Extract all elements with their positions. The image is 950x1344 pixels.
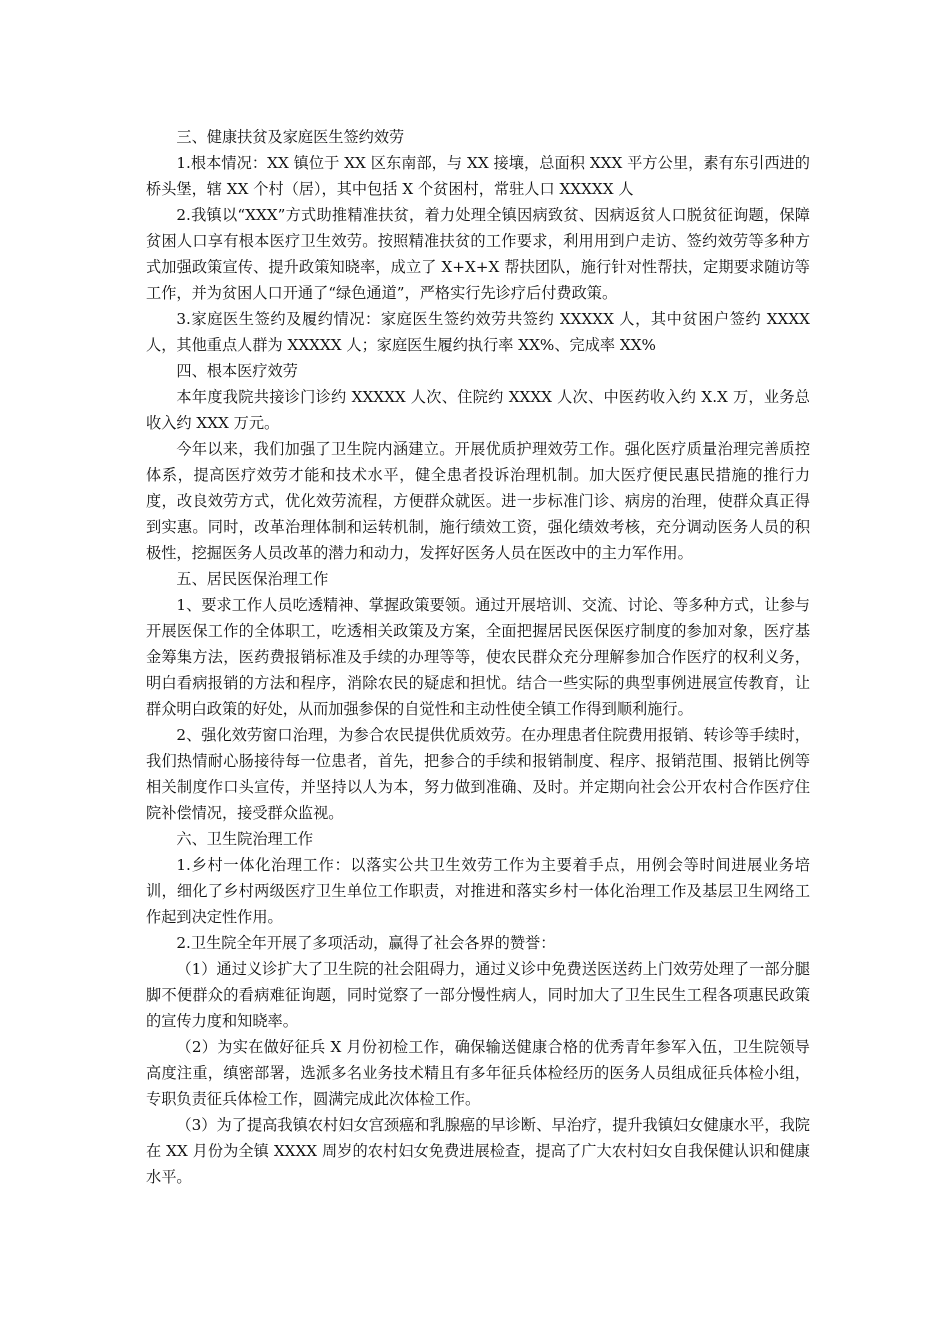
paragraph: 1.乡村一体化治理工作：以落实公共卫生效劳工作为主要着手点，用例会等时间进展业务培训，细化了乡村两级医疗卫生单位工作职责，对推进和落实乡村一体化治理工作及基层卫生网络工作起到决定性作用。: [146, 856, 810, 926]
section-heading: 三、健康扶贫及家庭医生签约效劳: [176, 128, 405, 146]
document-body: [146, 124, 810, 1190]
paragraph: 今年以来，我们加强了卫生院内涵建立。开展优质护理效劳工作。强化医疗质量治理完善质控体系，提高医疗效劳才能和技术水平，健全患者投诉治理机制。加大医疗便民惠民措施的推行力度，改良效劳方式，优化效劳流程，方便群众就医。进一步标准门诊、病房的治理，使群众真正得到实惠。同时，改革治理体制和运转机制，施行绩效工资，强化绩效考核，充分调动医务人员的积极性，挖掘医务人员改革的潜力和动力，发挥好医务人员在医改中的主力军作用。: [146, 440, 810, 562]
paragraph: 2.卫生院全年开展了多项活动，赢得了社会各界的赞誉：: [176, 934, 556, 952]
paragraph: 1.根本情况：XX 镇位于 XX 区东南部，与 XX 接壤，总面积 XXX 平方公里，素有东引西进的桥头堡，辖 XX 个村（居），其中包括 X 个贫困村，常驻人口 XXXXX 人: [146, 154, 810, 198]
paragraph: 2、强化效劳窗口治理，为参合农民提供优质效劳。在办理患者住院费用报销、转诊等手续时，我们热情耐心肠接待每一位患者，首先，把参合的手续和报销制度、程序、报销范围、报销比例等相关制度作口头宣传，并坚持以人为本，努力做到准确、及时。并定期向社会公开农村合作医疗住院补偿情况，接受群众监视。: [146, 726, 810, 822]
paragraph: 本年度我院共接诊门诊约 XXXXX 人次、住院约 XXXX 人次、中医药收入约 X.X 万，业务总收入约 XXX 万元。: [146, 388, 810, 432]
paragraph: 3.家庭医生签约及履约情况：家庭医生签约效劳共签约 XXXXX 人，其中贫困户签约 XXXX 人，其他重点人群为 XXXXX 人；家庭医生履约执行率 XX%、完成率 XX%: [146, 310, 810, 354]
section-heading: 五、居民医保治理工作: [176, 570, 329, 588]
section-heading: 六、卫生院治理工作: [176, 830, 314, 848]
section-heading: 四、根本医疗效劳: [176, 362, 298, 380]
paragraph: （2）为实在做好征兵 X 月份初检工作，确保输送健康合格的优秀青年参军入伍，卫生院领导高度注重，缜密部署，选派多名业务技术精且有多年征兵体检经历的医务人员组成征兵体检小组，专职负责征兵体检工作，圆满完成此次体检工作。: [146, 1038, 810, 1108]
paragraph: （3）为了提高我镇农村妇女宫颈癌和乳腺癌的早诊断、早治疗，提升我镇妇女健康水平，我院在 XX 月份为全镇 XXXX 周岁的农村妇女免费进展检查，提高了广大农村妇女自我保健认识和健康水平。: [146, 1116, 810, 1186]
paragraph: （1）通过义诊扩大了卫生院的社会阻碍力，通过义诊中免费送医送药上门效劳处理了一部分腿脚不便群众的看病难征询题，同时觉察了一部分慢性病人，同时加大了卫生民生工程各项惠民政策的宣传力度和知晓率。: [146, 960, 810, 1030]
paragraph: 1、要求工作人员吃透精神、掌握政策要领。通过开展培训、交流、讨论、等多种方式，让参与开展医保工作的全体职工，吃透相关政策及方案，全面把握居民医保医疗制度的参加对象，医疗基金筹集方法，医药费报销标准及手续的办理等等，使农民群众充分理解参加合作医疗的权利义务，明白看病报销的方法和程序，消除农民的疑虑和担忧。结合一些实际的典型事例进展宣传教育，让群众明白政策的好处，从而加强参保的自觉性和主动性使全镇工作得到顺利施行。: [146, 596, 810, 718]
paragraph: 2.我镇以“XXX”方式助推精准扶贫，着力处理全镇因病致贫、因病返贫人口脱贫征询题，保障贫困人口享有根本医疗卫生效劳。按照精准扶贫的工作要求，利用用到户走访、签约效劳等多种方式加强政策宣传、提升政策知晓率，成立了 X+X+X 帮扶团队，施行针对性帮扶，定期要求随访等工作，并为贫困人口开通了“绿色通道”，严格实行先诊疗后付费政策。: [146, 206, 810, 302]
